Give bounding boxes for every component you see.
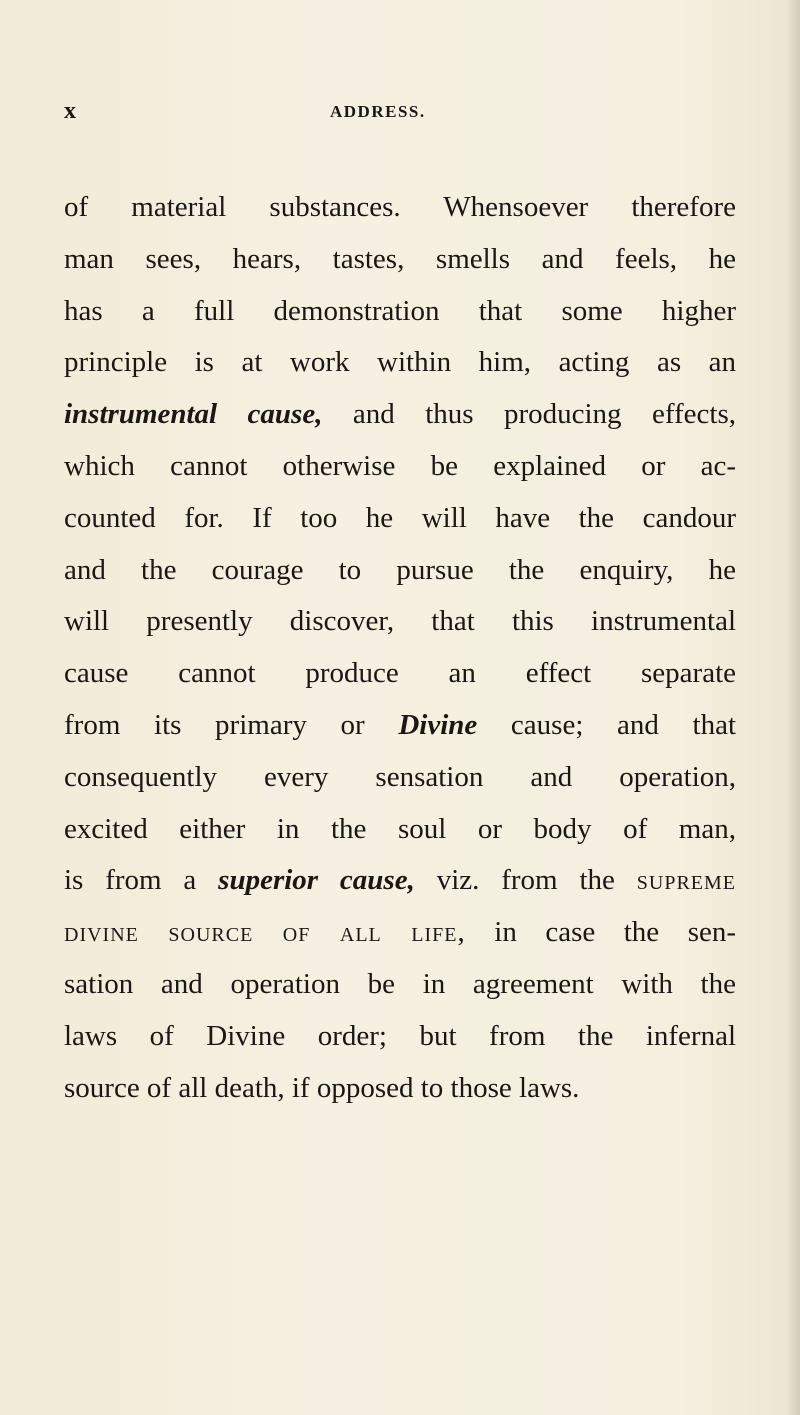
line-text: and the courage to pursue the enquiry, he [64,553,736,586]
italic-phrase: instrumental cause, [64,398,323,431]
text-line [64,804,736,856]
text-line [64,700,736,752]
line-text: laws of Divine order; but from the infernal [64,1019,736,1052]
line-text: viz. from the [436,864,615,897]
line-text: cause cannot produce an effect separate [64,657,736,690]
small-caps-phrase: divine source of all life, [64,916,466,949]
line-text: cause; and that [510,708,737,741]
running-head [0,98,800,128]
page-edge-shadow [786,0,800,1415]
text-line [64,1011,736,1063]
line-text: has a full demonstration that some higher [64,294,736,327]
text-line [64,389,736,441]
line-text: counted for. If too he will have the candour [64,501,736,534]
line-text: principle is at work within him, acting as an [64,346,736,379]
line-text: sation and operation be in agreement with the [64,967,736,1000]
text-line [64,1063,736,1115]
text-line [64,648,736,700]
line-text: and thus producing effects, [352,398,736,431]
line-text: in case the sen- [494,916,737,949]
text-line [64,234,736,286]
text-line [64,855,736,907]
line-text: from its primary or [64,708,365,741]
text-line [64,752,736,804]
line-text: which cannot otherwise be explained or ac- [64,449,736,482]
line-text: man sees, hears, tastes, smells and feels, he [64,242,736,275]
text-line [64,596,736,648]
running-title: ADDRESS. [330,102,426,121]
text-line [64,907,736,959]
body-paragraph [64,182,736,1114]
line-text: of material substances. Whensoever therefore [64,191,736,223]
text-line [64,959,736,1011]
text-line [64,337,736,389]
small-caps-phrase: supreme [636,864,737,897]
text-line [64,545,736,597]
text-line [64,182,736,234]
text-line [64,286,736,338]
page-number: x [64,98,76,124]
italic-phrase: Divine [398,708,478,741]
text-line [64,493,736,545]
italic-phrase: superior cause, [218,864,415,897]
line-text: will presently discover, that this instrumental [64,605,736,638]
line-text: is from a [64,864,197,897]
text-line [64,441,736,493]
line-text: consequently every sensation and operation, [64,760,736,793]
line-text: source of all death, if opposed to those laws. [64,1071,580,1104]
line-text: excited either in the soul or body of man, [64,812,736,845]
